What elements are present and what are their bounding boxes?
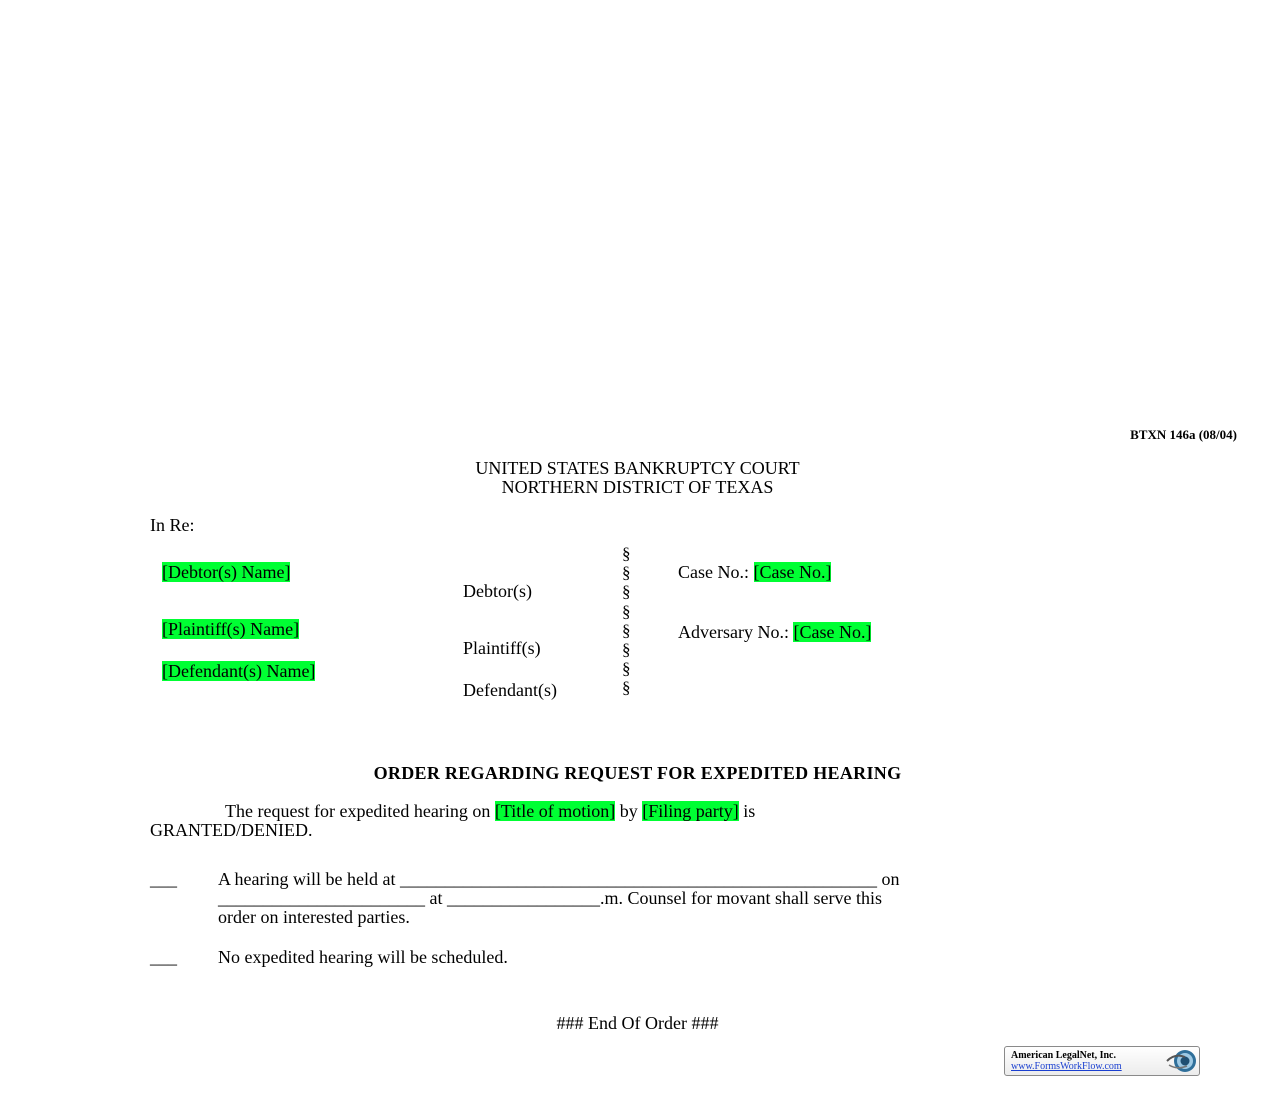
adversary-no-label: Adversary No.:	[678, 622, 789, 642]
forms-workflow-logo[interactable]	[1004, 1046, 1200, 1076]
logo-company-name: American LegalNet, Inc.	[1011, 1050, 1116, 1061]
adversary-no-row	[678, 623, 871, 642]
debtor-label: Debtor(s)	[463, 581, 532, 601]
option2-checkbox-blank[interactable]: ___	[150, 947, 177, 967]
defendant-label: Defendant(s)	[463, 680, 557, 700]
court-name: UNITED STATES BANKRUPTCY COURT	[475, 458, 800, 478]
granted-denied-text: GRANTED/DENIED.	[150, 820, 313, 840]
form-id: BTXN 146a (08/04)	[1130, 427, 1237, 442]
court-heading	[0, 459, 1275, 497]
adversary-no-field[interactable]: [Case No.]	[793, 622, 872, 642]
option1-text	[218, 870, 899, 927]
case-no-label: Case No.:	[678, 562, 749, 582]
logo-url-link[interactable]: www.FormsWorkFlow.com	[1011, 1061, 1122, 1072]
plaintiff-label: Plaintiff(s)	[463, 638, 541, 658]
court-district: NORTHERN DISTRICT OF TEXAS	[501, 477, 774, 497]
filing-party-field[interactable]: [Filing party]	[642, 801, 739, 821]
debtor-name-field[interactable]: [Debtor(s) Name]	[162, 562, 291, 582]
defendant-name-field[interactable]: [Defendant(s) Name]	[162, 661, 316, 681]
option1-line3: order on interested parties.	[218, 907, 410, 927]
order-title: ORDER REGARDING REQUEST FOR EXPEDITED HEARING	[373, 763, 902, 783]
option1-checkbox-blank[interactable]: ___	[150, 869, 177, 889]
case-no-row	[678, 563, 831, 582]
option1-line1: A hearing will be held at _____________________________________________________ on	[218, 869, 900, 889]
by-word: by	[619, 801, 638, 821]
order-intro	[150, 802, 755, 840]
is-word: is	[743, 801, 756, 821]
option1-line2: _______________________ at _________________.m. Counsel for movant shall serve this	[218, 888, 882, 908]
intro-prefix: The request for expedited hearing on	[225, 801, 491, 821]
end-of-order: ### End Of Order ###	[556, 1013, 719, 1033]
section-marks: § § § § § § § §	[622, 544, 631, 698]
case-no-field[interactable]: [Case No.]	[753, 562, 832, 582]
in-re-label: In Re:	[150, 515, 195, 535]
globe-icon	[1163, 1048, 1197, 1074]
plaintiff-name-field[interactable]: [Plaintiff(s) Name]	[162, 619, 300, 639]
option2-text: No expedited hearing will be scheduled.	[218, 947, 508, 967]
motion-title-field[interactable]: [Title of motion]	[494, 801, 616, 821]
